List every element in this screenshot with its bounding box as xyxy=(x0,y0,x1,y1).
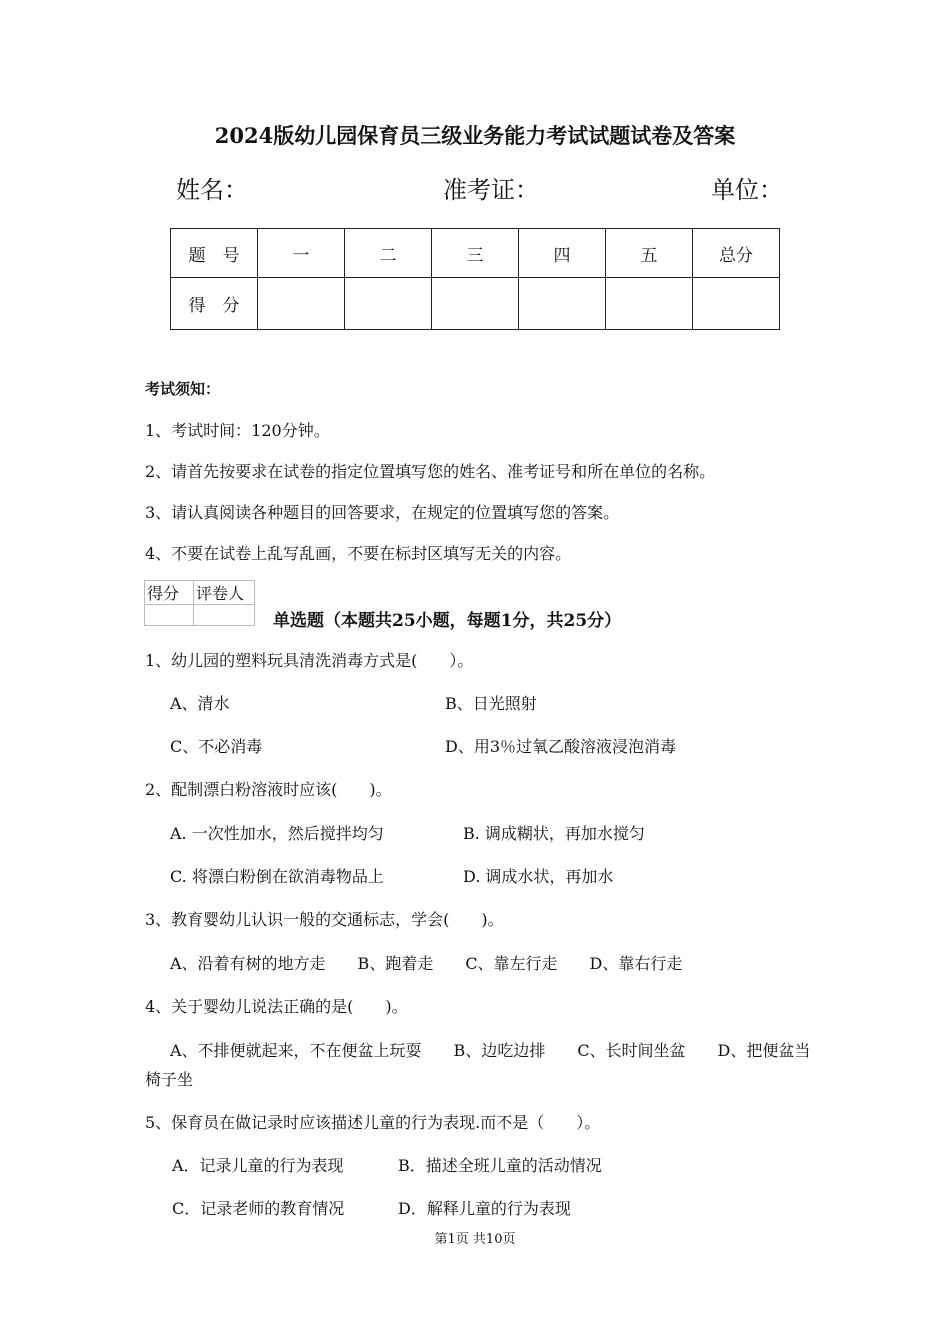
name-label: 姓名： xyxy=(176,176,248,204)
option-d: D．解释儿童的行为表现 xyxy=(398,1199,571,1218)
options-line: A、不排便就起来，不在便盆上玩耍 B、边吃边排 C、长时间坐盆 D、把便盆当 xyxy=(170,1041,811,1060)
option-b: B．描述全班儿童的活动情况 xyxy=(398,1156,602,1175)
option-d: D、用3％过氧乙酸溶液浸泡消毒 xyxy=(445,737,677,756)
table-cell: 一 xyxy=(258,229,345,278)
table-cell: 总分 xyxy=(693,229,780,278)
unit-label: 单位： xyxy=(711,176,783,204)
table-cell: 二 xyxy=(345,229,432,278)
score-entry-cell[interactable] xyxy=(519,278,606,330)
section-title: 单选题（本题共25小题，每题1分，共25分） xyxy=(273,611,622,631)
table-cell: 得 分 xyxy=(171,278,258,330)
option-c: C、不必消毒 xyxy=(170,737,263,756)
option-a: A. 一次性加水，然后搅拌均匀 xyxy=(170,824,384,843)
notice-title: 考试须知： xyxy=(145,380,221,398)
notice-item: 4、不要在试卷上乱写乱画，不要在标封区填写无关的内容。 xyxy=(145,544,572,563)
score-entry-cell[interactable] xyxy=(693,278,780,330)
page-footer: 第1页 共10页 xyxy=(434,1232,516,1247)
notice-item: 1、考试时间：120分钟。 xyxy=(145,421,330,440)
option-b: B. 调成糊状，再加水搅匀 xyxy=(463,824,645,843)
option-d: D. 调成水状，再加水 xyxy=(463,867,614,886)
grader-name-label: 评卷人 xyxy=(194,581,255,605)
table-cell: 三 xyxy=(432,229,519,278)
options-line-wrap: 椅子坐 xyxy=(145,1070,194,1089)
notice-item: 2、请首先按要求在试卷的指定位置填写您的姓名、准考证号和所在单位的名称。 xyxy=(145,462,716,481)
score-table-score-row xyxy=(171,278,780,330)
option-c: C. 将漂白粉倒在欲消毒物品上 xyxy=(170,867,384,886)
notice-item: 3、请认真阅读各种题目的回答要求，在规定的位置填写您的答案。 xyxy=(145,503,620,522)
grader-box xyxy=(144,580,255,626)
question-text: 3、教育婴幼儿认识一般的交通标志，学会( )。 xyxy=(145,910,504,929)
grader-score-cell[interactable] xyxy=(145,605,194,626)
question-text: 1、幼儿园的塑料玩具清洗消毒方式是( ）。 xyxy=(145,651,474,670)
table-cell: 五 xyxy=(606,229,693,278)
question-text: 5、保育员在做记录时应该描述儿童的行为表现.而不是（ ）。 xyxy=(145,1113,601,1132)
option-a: A．记录儿童的行为表现 xyxy=(172,1156,344,1175)
option-c: C．记录老师的教育情况 xyxy=(172,1199,345,1218)
score-entry-cell[interactable] xyxy=(606,278,693,330)
option-b: B、日光照射 xyxy=(445,694,537,713)
table-cell: 题 号 xyxy=(171,229,258,278)
grader-score-label: 得分 xyxy=(145,581,194,605)
score-table xyxy=(170,228,780,330)
question-text: 2、配制漂白粉溶液时应该( )。 xyxy=(145,780,392,799)
score-entry-cell[interactable] xyxy=(432,278,519,330)
page-title: 2024版幼儿园保育员三级业务能力考试试题试卷及答案 xyxy=(214,123,736,148)
option-a: A、清水 xyxy=(170,694,230,713)
options-line: A、沿着有树的地方走 B、跑着走 C、靠左行走 D、靠右行走 xyxy=(170,954,683,973)
exam-id-label: 准考证： xyxy=(443,176,539,204)
table-cell: 四 xyxy=(519,229,606,278)
score-table-header-row xyxy=(171,229,780,278)
score-entry-cell[interactable] xyxy=(258,278,345,330)
grader-name-cell[interactable] xyxy=(194,605,255,626)
score-entry-cell[interactable] xyxy=(345,278,432,330)
question-text: 4、关于婴幼儿说法正确的是( )。 xyxy=(145,997,408,1016)
